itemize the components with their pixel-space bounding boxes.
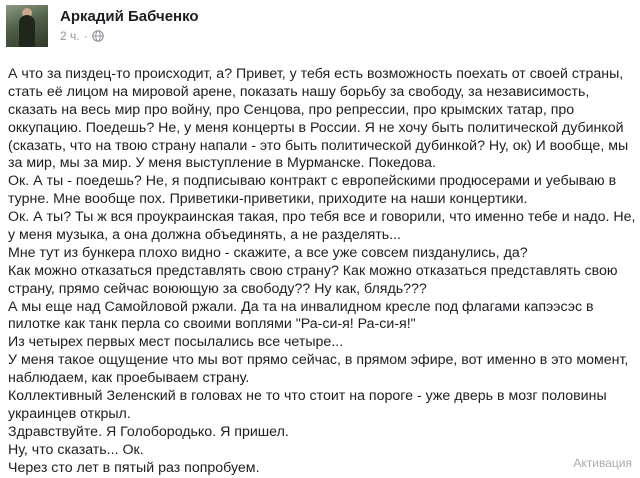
post-text-line: Ок. А ты? Ты ж вся проукраинская такая, про тебя все и говорили, что именно тебе и надо. Не,: [8, 209, 636, 226]
post-meta: [60, 8, 199, 44]
post-text-line: Ну, что сказать... Ок.: [8, 441, 144, 458]
activation-watermark: Активация: [573, 456, 632, 470]
post-text-line: наблюдаем, как проебываем страну.: [8, 370, 250, 387]
post-text-line: Через сто лет в пятый раз попробуем.: [8, 459, 260, 476]
post-text-line: пилотке как танк перла со своими воплями "Ра-си-я! Ра-си-я!": [8, 316, 416, 333]
post-text-line: Мне тут из бункера плохо видно - скажите, а все уже совсем пизданулись, да?: [8, 244, 528, 261]
avatar[interactable]: [6, 5, 48, 47]
post-text-line: Здравствуйте. Я Голобородько. Я пришел.: [8, 423, 289, 440]
post-text-line: турне. Мне вообще пох. Приветики-приветики, приходите на наши концертики.: [8, 191, 528, 208]
post-text-line: Как можно отказаться представлять свою страну? Как можно отказаться представлять свою: [8, 262, 618, 279]
post-text-line: А что за пиздец-то происходит, а? Привет, у тебя есть возможность поехать от своей страны,: [8, 66, 624, 82]
post-text-line: сказать на весь мир про войну, про Сенцова, про репрессии, про крымских татар, про: [8, 101, 575, 118]
post-text-line: А мы еще над Самойловой ржали. Да та на инвалидном кресле под флагами капээсэс в: [8, 298, 594, 315]
post-text-line: у меня музыка, а она должна объединять, а не разделять...: [8, 227, 401, 244]
author-name[interactable]: Аркадий Бабченко: [60, 8, 199, 25]
post-text-line: Коллективный Зеленский в головах не то что стоит на пороге - уже дверь в мозг половины: [8, 388, 607, 405]
post-text-line: Ок. А ты - поедешь? Не, я подписываю контракт с европейскими продюсерами и уебываю в: [8, 173, 617, 190]
post-text-line: за мир, мы за мир. У меня выступление в Мурманске. Покедова.: [8, 155, 436, 172]
post-text-line: У меня такое ощущение что мы вот прямо сейчас, в прямом эфире, вот именно в это момент,: [8, 352, 629, 369]
globe-icon[interactable]: [92, 30, 104, 42]
separator-dot: ·: [83, 29, 88, 43]
post-header: [6, 4, 199, 48]
avatar-figure: [19, 15, 35, 47]
post-text: [8, 66, 636, 477]
post-time[interactable]: 2 ч.: [60, 29, 80, 43]
post-text-line: (сказать, что на твою страну напали - это быть политической дубинкой? Ну, ок) И вообще, мы: [8, 137, 629, 154]
post-text-line: украинцев открыл.: [8, 405, 131, 422]
post-subline: [60, 28, 199, 44]
post-text-line: Из четырех первых мест посылались все четыре...: [8, 334, 344, 351]
post-text-line: страну, прямо сейчас воюющую за свободу?? Ну как, блядь???: [8, 280, 427, 297]
post-text-line: оккупацию. Поедешь? Не, у меня концерты в России. Я не хочу быть политической дубинкой: [8, 119, 624, 136]
post-text-line: стать её лицом на мировой арене, показать нашу борьбу за свободу, за независимость,: [8, 83, 590, 100]
